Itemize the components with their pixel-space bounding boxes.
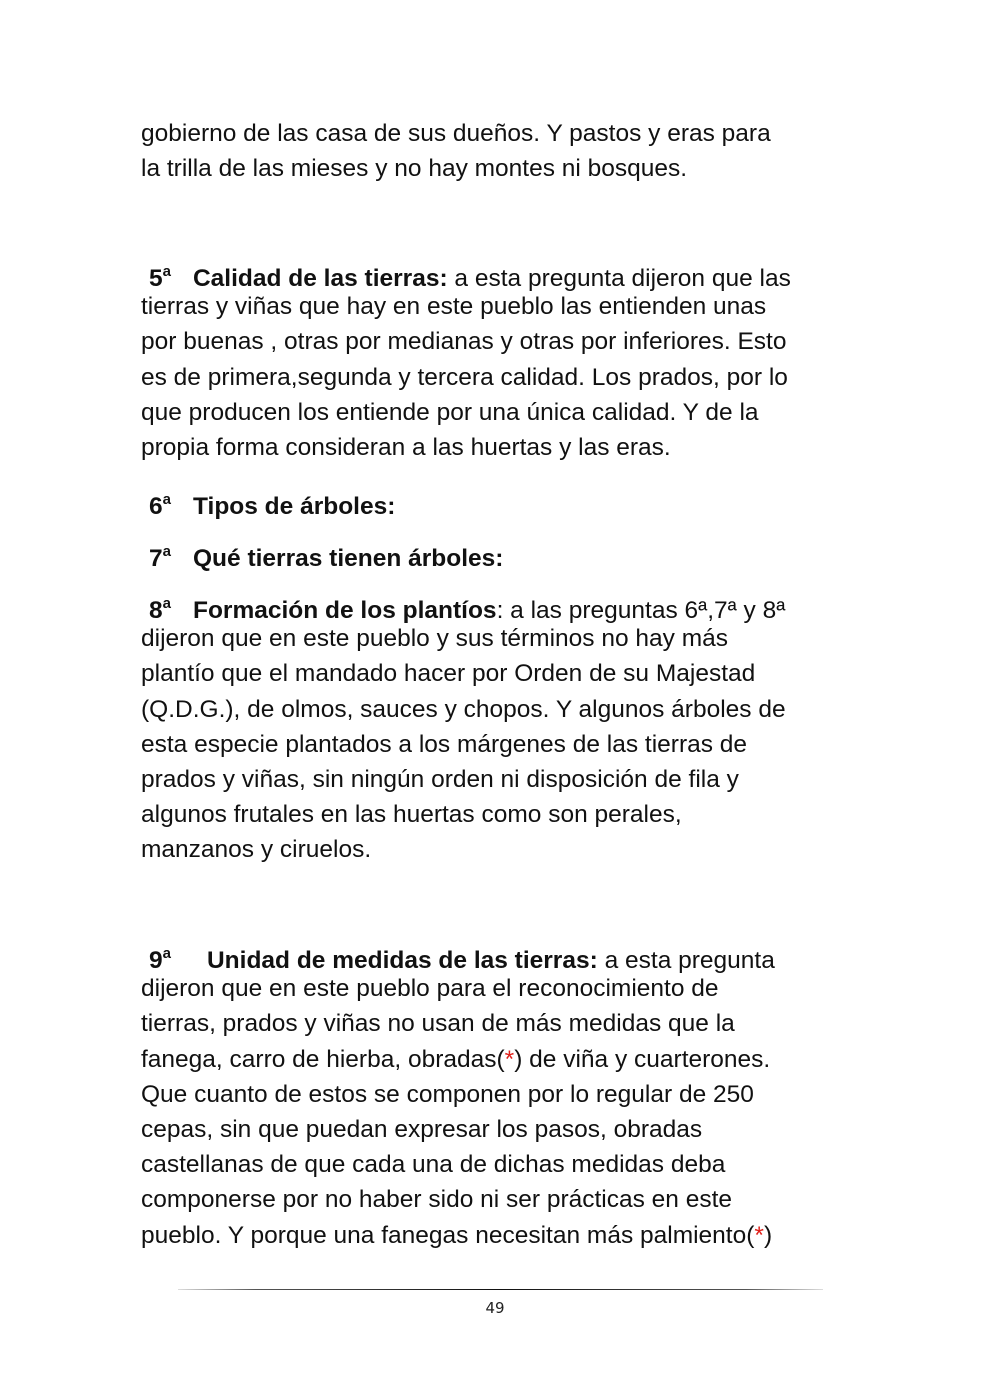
page-number: 49: [485, 1299, 505, 1317]
question-8-line: (Q.D.G.), de olmos, sauces y chopos. Y algunos árboles de: [141, 695, 786, 723]
question-8-line: manzanos y ciruelos.: [141, 836, 372, 864]
question-8-line: prados y viñas, sin ningún orden ni disposición de fila y: [141, 765, 739, 793]
question-9-first-line: [141, 936, 853, 974]
footnote-asterisk: *: [754, 1221, 764, 1249]
intro-paragraph: [141, 116, 853, 186]
question-6-paragraph: [141, 482, 853, 520]
question-9-paragraph: [141, 936, 853, 1253]
question-5-line: es de primera,segunda y tercera calidad. Los prados, por lo: [141, 363, 788, 391]
footer-divider: [178, 1289, 823, 1290]
question-5-line: propia forma consideran a las huertas y las eras.: [141, 433, 671, 461]
question-9-line: castellanas de que cada una de dichas medidas deba: [141, 1151, 726, 1179]
question-8-number: 8$^a$: [149, 595, 171, 624]
question-5-paragraph: [141, 254, 853, 465]
question-8-text: : a las preguntas 6ª,7ª y 8ª: [496, 597, 786, 624]
question-8-line: plantío que el mandado hacer por Orden de su Majestad: [141, 660, 756, 688]
question-5-line: tierras y viñas que hay en este pueblo las entienden unas: [141, 293, 767, 321]
question-8-paragraph: [141, 586, 853, 868]
question-7-paragraph: [141, 534, 853, 572]
question-8-heading: Formación de los plantíos: [192, 597, 497, 624]
question-9-line: dijeron que en este pueblo para el reconocimiento de: [141, 975, 719, 1003]
question-5-number: 5$^a$: [149, 263, 171, 292]
question-7-number: 7$^a$: [149, 543, 171, 572]
question-9-line: tierras, prados y viñas no usan de más medidas que la: [141, 1010, 735, 1038]
question-9-line: fanega, carro de hierba, obradas(*) de viña y cuarterones.: [141, 1045, 771, 1073]
question-8-line: esta especie plantados a los márgenes de las tierras de: [141, 730, 748, 758]
question-9-number: 9$^a$: [149, 945, 171, 974]
question-9-line: componerse por no haber sido ni ser prácticas en este: [141, 1186, 733, 1214]
question-9-heading: Unidad de medidas de las tierras:: [206, 947, 598, 974]
question-5-line: que producen los entiende por una única calidad. Y de la: [141, 398, 759, 426]
question-5-heading: Calidad de las tierras:: [192, 265, 448, 292]
intro-line: la trilla de las mieses y no hay montes ni bosques.: [141, 155, 688, 183]
question-8-line: dijeron que en este pueblo y sus términos no hay más: [141, 625, 728, 653]
question-8-first-line: [141, 586, 853, 624]
question-5-text: a esta pregunta dijeron que las: [447, 265, 791, 292]
question-7-heading: Qué tierras tienen árboles:: [192, 545, 504, 572]
question-8-line: algunos frutales en las huertas como son perales,: [141, 801, 682, 829]
question-9-text: a esta pregunta: [597, 947, 775, 974]
question-5-first-line: [141, 254, 853, 292]
intro-line: gobierno de las casa de sus dueños. Y pastos y eras para: [141, 120, 771, 147]
question-9-line: pueblo. Y porque una fanegas necesitan más palmiento(*): [141, 1221, 773, 1249]
question-9-line: cepas, sin que puedan expresar los pasos, obradas: [141, 1115, 703, 1143]
footnote-asterisk: *: [504, 1045, 515, 1073]
question-9-line: Que cuanto de estos se componen por lo regular de 250: [141, 1080, 754, 1108]
question-6-heading: Tipos de árboles:: [192, 493, 396, 520]
question-5-line: por buenas , otras por medianas y otras por inferiores. Esto: [141, 328, 787, 356]
question-6-number: 6$^a$: [149, 491, 171, 520]
